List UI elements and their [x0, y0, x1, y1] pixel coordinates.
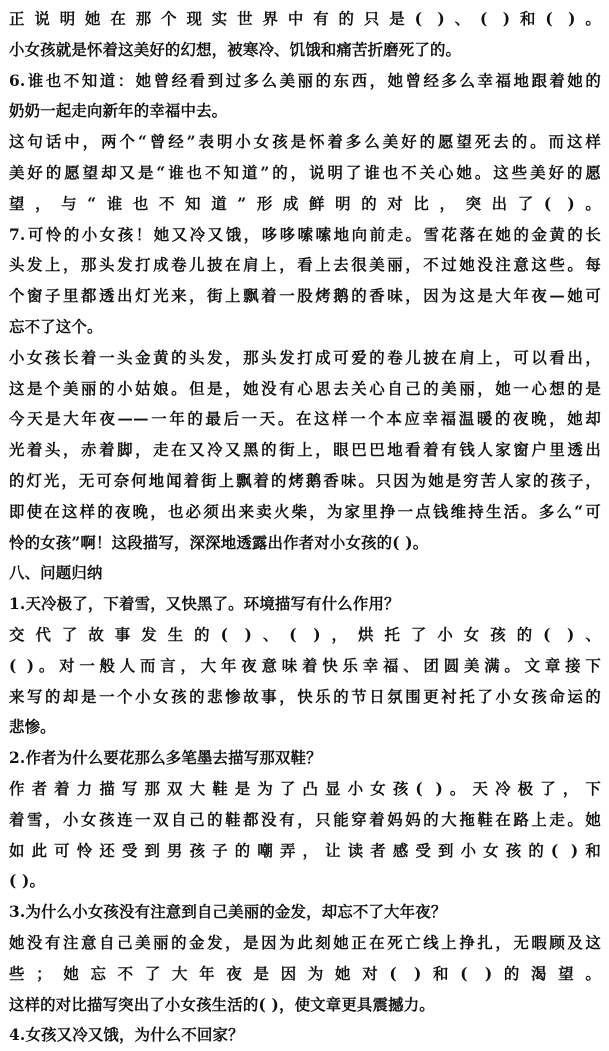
- text-line: 即使在这样的夜晚，也必须出来卖火柴，为家里挣一点钱维持生活。多么“可: [9, 502, 601, 521]
- text-line: 作者着力描写那双大鞋是为了凸显小女孩( )。天冷极了，下: [9, 779, 601, 798]
- text-line: 头发上，那头发打成卷儿披在肩上，看上去很美丽，不过她没注意这些。每: [9, 256, 601, 275]
- text-line: 如此可怜还受到男孩子的嘲弄，让读者感受到小女孩的( )和: [9, 841, 601, 860]
- text-line: 来写的却是一个小女孩的悲惨故事，快乐的节日氛围更衬托了小女孩命运的: [9, 687, 601, 706]
- text-line: 怜的女孩”啊！这段描写，深深地透露出作者对小女孩的( )。: [9, 533, 429, 552]
- text-line: 4.女孩又冷又饿，为什么不回家？: [9, 1026, 244, 1045]
- text-line: ( )。对一般人而言，大年夜意味着快乐幸福、团圆美满。文章接下: [9, 656, 601, 675]
- text-line: 小女孩长着一头金黄的头发，那头发打成可爱的卷儿披在肩上，可以看出，: [9, 348, 601, 367]
- text-line: 2.作者为什么要花那么多笔墨去描写那双鞋？: [9, 749, 322, 768]
- text-line: 7.可怜的小女孩！她又冷又饿，哆哆嗦嗦地向前走。雪花落在她的金黄的长: [9, 225, 601, 244]
- text-line: 这句话中，两个“曾经”表明小女孩是怀着多么美好的愿望死去的。而这样: [9, 133, 601, 152]
- text-line: 这样的对比描写突出了小女孩生活的( )，使文章更具震撼力。: [9, 995, 435, 1014]
- text-line: 这是个美丽的小姑娘。但是，她没有心思去关心自己的美丽，她一心想的是: [9, 379, 601, 398]
- text-line: 个窗子里都透出灯光来，街上飘着一股烤鹅的香味，因为这是大年夜—她可: [9, 287, 601, 306]
- text-line: 奶奶一起走向新年的幸福中去。: [9, 102, 228, 121]
- text-line: 忘不了这个。: [9, 317, 103, 336]
- text-line: 小女孩就是怀着这美好的幻想，被寒冷、饥饿和痛苦折磨死了的。: [9, 40, 462, 59]
- text-line: 些；她忘不了大年夜是因为她对( )和( )的渴望。: [9, 964, 601, 983]
- text-line: 3.为什么小女孩没有注意到自己美丽的金发，却忘不了大年夜？: [9, 903, 447, 922]
- text-line: 美好的愿望却又是“谁也不知道”的，说明了谁也不关心她。这些美好的愿: [9, 163, 601, 182]
- text-line: 悲惨。: [9, 718, 56, 737]
- text-line: 她没有注意自己美丽的金发，是因为此刻她正在死亡线上挣扎，无暇顾及这: [9, 933, 601, 952]
- text-line: 6.谁也不知道：她曾经看到过多么美丽的东西，她曾经多么幸福地跟着她的: [9, 71, 601, 90]
- text-line: 交代了故事发生的( )、( )，烘托了小女孩的( )、: [9, 625, 601, 644]
- text-line: 着雪，小女孩连一双自己的鞋都没有，只能穿着妈妈的大拖鞋在路上走。她: [9, 810, 601, 829]
- text-line: 望，与“谁也不知道”形成鲜明的对比，突出了( )。: [9, 194, 601, 213]
- text-line: 今天是大年夜——一年的最后一天。在这样一个本应幸福温暖的夜晚，她却: [9, 410, 601, 429]
- text-line: 八、问题归纳: [9, 564, 103, 583]
- text-line: 1.天冷极了，下着雪，又快黑了。环境描写有什么作用？: [9, 595, 400, 614]
- text-line: 正说明她在那个现实世界中有的只是( )、( )和( )。: [9, 10, 601, 28]
- text-line: 光着头，赤着脚，走在又冷又黑的街上，眼巴巴地看着有钱人家窗户里透出: [9, 441, 601, 460]
- text-line: ( )。: [9, 872, 46, 891]
- text-line: 的灯光，无可奈何地闻着街上飘着的烤鹅香味。只因为她是穷苦人家的孩子，: [9, 471, 601, 490]
